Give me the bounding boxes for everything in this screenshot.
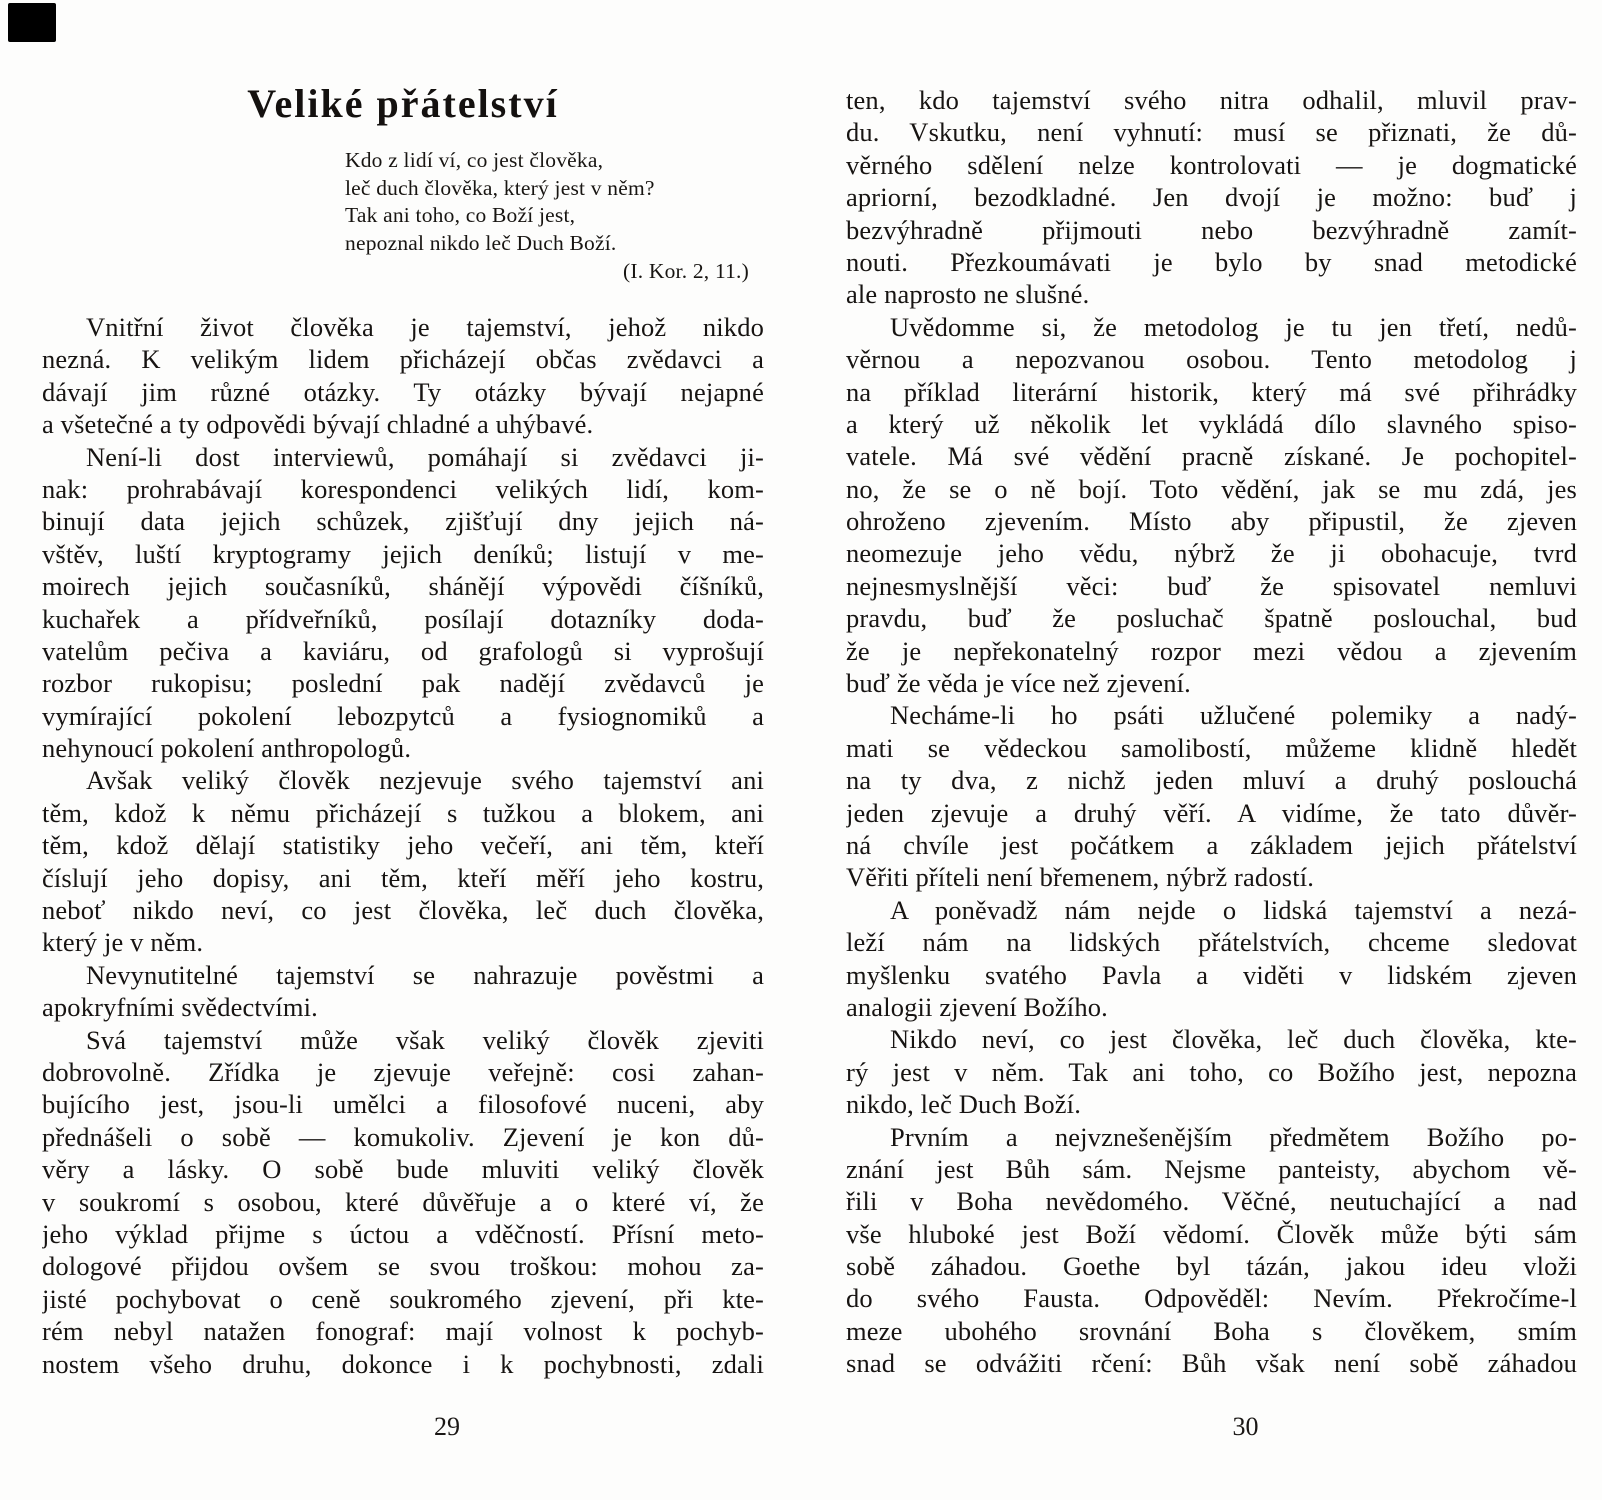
text-line: snad se odvážiti rčení: Bůh však není sobě záhadou [846, 1348, 1577, 1379]
text-line: přednášeli o sobě — komukoliv. Zjevení je kon dů- [42, 1121, 764, 1152]
text-line: ohroženo zjevením. Místo aby připustil, že zjeven [846, 506, 1577, 537]
text-line: vštěv, luští kryptogramy jejich deníků; listují v me- [42, 538, 764, 569]
epigraph-citation: (I. Kor. 2, 11.) [622, 259, 749, 284]
text-line: mati se vědeckou samolibostí, můžeme klidně hledět [846, 732, 1577, 763]
text-line: Uvědomme si, že metodolog je tu jen třetí, nedů- [890, 311, 1577, 342]
text-line: jisté pochybovat o ceně soukromého zjevení, při kte- [42, 1283, 764, 1314]
text-line: znání jest Bůh sám. Nejsme panteisty, abychom vě- [846, 1153, 1577, 1184]
text-line: na příklad literární historik, který má své přihrádky [846, 376, 1577, 407]
text-line: dobrovolně. Zřídka je zjevuje veřejně: cosi zahan- [42, 1056, 764, 1087]
epigraph [345, 147, 749, 286]
text-line: ale naprosto ne slušné. [846, 279, 1090, 310]
text-line: rém nebyl natažen fonograf: mají volnost k pochyb- [42, 1316, 764, 1347]
text-line: do svého Fausta. Odpověděl: Nevím. Překročíme-l [846, 1283, 1577, 1314]
text-line: neomezuje jeho vědu, nýbrž že ji obohacuje, tvrd [846, 538, 1577, 569]
text-line: kuchařek a přídveřníků, posílají dotazníky doda- [42, 603, 764, 634]
text-line: no, že se o ně bojí. Toto vědění, jak se mu zdá, jes [846, 473, 1577, 504]
text-line: sobě záhadou. Goethe byl tázán, jakou ideu vloži [846, 1251, 1577, 1282]
text-line: věry a lásky. O sobě bude mluviti veliký člověk [42, 1154, 764, 1185]
right-page [846, 0, 1577, 1500]
text-line: du. Vskutku, není vyhnutí: musí se přiznati, že dů- [846, 117, 1577, 148]
text-line: apokryfními svědectvími. [42, 992, 318, 1023]
text-line: Nevynutitelné tajemství se nahrazuje pověstmi a [86, 959, 764, 990]
text-line: rý jest v něm. Tak ani toho, co Božího jest, nepozna [846, 1056, 1577, 1087]
text-line: že je nepřekonatelný rozpor mezi vědou a zjevením [846, 635, 1577, 666]
text-line: A poněvadž nám nejde o lidská tajemství a nezá- [890, 894, 1577, 925]
text-line: jeho výklad přijme s úctou a vděčností. Přísní meto- [42, 1218, 764, 1249]
text-line: dávají jim různé otázky. Ty otázky bývají nejapné [42, 376, 764, 407]
text-line: těm, kdož dělají statistiky jeho večeří, ani těm, kteří [42, 830, 764, 861]
text-line: apriorní, bezodkladné. Jen dvojí je možno: buď j [846, 182, 1577, 213]
text-line: vatelům pečiva a kaviáru, od grafologů si vyprošují [42, 635, 764, 666]
right-page-body [846, 84, 1577, 1380]
text-line: binují data jejich schůzek, zjišťují dny jejich ná- [42, 506, 764, 537]
text-line: Necháme-li ho psáti užlučené polemiky a nadý- [890, 700, 1577, 731]
text-line: rozbor rukopisu; poslední pak nadějí zvědavců je [42, 668, 764, 699]
epigraph-line: Kdo z lidí ví, co jest člověka, [345, 148, 604, 172]
text-line: nouti. Přezkoumávati je bylo by snad metodické [846, 246, 1577, 277]
text-line: Avšak veliký člověk nezjevuje svého tajemství ani [86, 765, 764, 796]
text-line: Svá tajemství může však veliký člověk zjeviti [86, 1024, 764, 1055]
text-line: a který už několik let vykládá dílo slavného spiso- [846, 408, 1577, 439]
text-line: řili v Boha nevědomého. Věčné, neutuchající a nad [846, 1186, 1577, 1217]
text-line: Vnitřní život člověka je tajemství, jehož nikdo [86, 312, 764, 342]
text-line: Prvním a nejvznešenějším předmětem Božího po- [890, 1121, 1577, 1152]
text-line: v soukromí s osobou, které důvěřuje a o které ví, že [42, 1186, 764, 1217]
text-line: dologové přijdou ovšem se svou troškou: mohou za- [42, 1251, 764, 1282]
text-line: buď že věda je více než zjevení. [846, 668, 1191, 699]
text-line: leží nám na lidských přátelstvích, chceme sledovat [846, 927, 1577, 958]
text-line: bujícího jest, jsou-li umělci a filosofové nuceni, aby [42, 1089, 764, 1120]
text-line: vše hluboké jest Boží vědomí. Člověk může býti sám [846, 1218, 1577, 1249]
text-line: nak: prohrabávají korespondenci velikých lidí, kom- [42, 473, 764, 504]
text-line: číslují jeho dopisy, ani těm, kteří měří jeho kostru, [42, 862, 764, 893]
text-line: meze ubohého srovnání Boha s člověkem, smím [846, 1315, 1577, 1346]
text-line: bezvýhradně přijmouti nebo bezvýhradně zamít- [846, 214, 1577, 245]
epigraph-line: nepoznal nikdo leč Duch Boží. [345, 230, 617, 255]
chapter-title: Veliké přátelství [247, 81, 559, 126]
text-line: nehynoucí pokolení anthropologů. [42, 733, 412, 764]
text-line: který je v něm. [42, 927, 204, 958]
epigraph-line: Tak ani toho, co Boží jest, [345, 203, 576, 228]
text-line: ná chvíle jest počátkem a základem jejich přátelství [846, 829, 1577, 860]
text-line: nezná. K velikým lidem přicházejí občas zvědavci a [42, 344, 764, 375]
text-line: Nikdo neví, co jest člověka, leč duch člověka, kte- [890, 1024, 1577, 1055]
text-line: neboť nikdo neví, co jest člověka, leč duch člověka, [42, 895, 764, 926]
text-line: moirech jejich současníků, shánějí výpovědi číšníků, [42, 571, 764, 602]
text-line: jeden zjevuje a druhý věří. A vidíme, že tato důvěr- [846, 797, 1577, 828]
text-line: analogii zjevení Božího. [846, 991, 1108, 1022]
text-line: myšlenku svatého Pavla a viděti v lidském zjeven [846, 959, 1577, 990]
text-line: Není-li dost interviewů, pomáhají si zvědavci ji- [86, 441, 764, 472]
page-number-left: 29 [434, 1412, 460, 1441]
epigraph-line: leč duch člověka, který jest v něm? [345, 175, 655, 200]
text-line: vatele. Má své vědění pracně získané. Je pochopitel- [846, 441, 1577, 472]
text-line: na ty dva, z nichž jeden mluví a druhý poslouchá [846, 765, 1577, 796]
left-page [42, 0, 764, 1500]
text-line: Věřiti příteli není břemenem, nýbrž radostí. [846, 862, 1314, 893]
text-line: těm, kdož k němu přicházejí s tužkou a blokem, ani [42, 797, 764, 828]
text-line: věrnou a nepozvanou osobou. Tento metodolog j [846, 344, 1577, 375]
left-page-body [42, 311, 764, 1380]
text-line: nikdo, leč Duch Boží. [846, 1089, 1081, 1120]
text-line: pravdu, buď že posluchač špatně poslouchal, bud [846, 603, 1577, 634]
text-line: nostem všeho druhu, dokonce i k pochybnosti, zdali [42, 1348, 764, 1379]
text-line: ten, kdo tajemství svého nitra odhalil, mluvil prav- [846, 85, 1577, 115]
text-line: a všetečné a ty odpovědi bývají chladné a uhýbavé. [42, 409, 594, 440]
text-line: vymírající pokolení lebozpytců a fysiognomiků a [42, 700, 764, 731]
text-line: věrného sdělení nelze kontrolovati — je dogmatické [846, 149, 1577, 180]
text-line: nejnesmyslnější věci: buď že spisovatel nemluvi [846, 570, 1577, 601]
page-number-right: 30 [1232, 1412, 1259, 1441]
